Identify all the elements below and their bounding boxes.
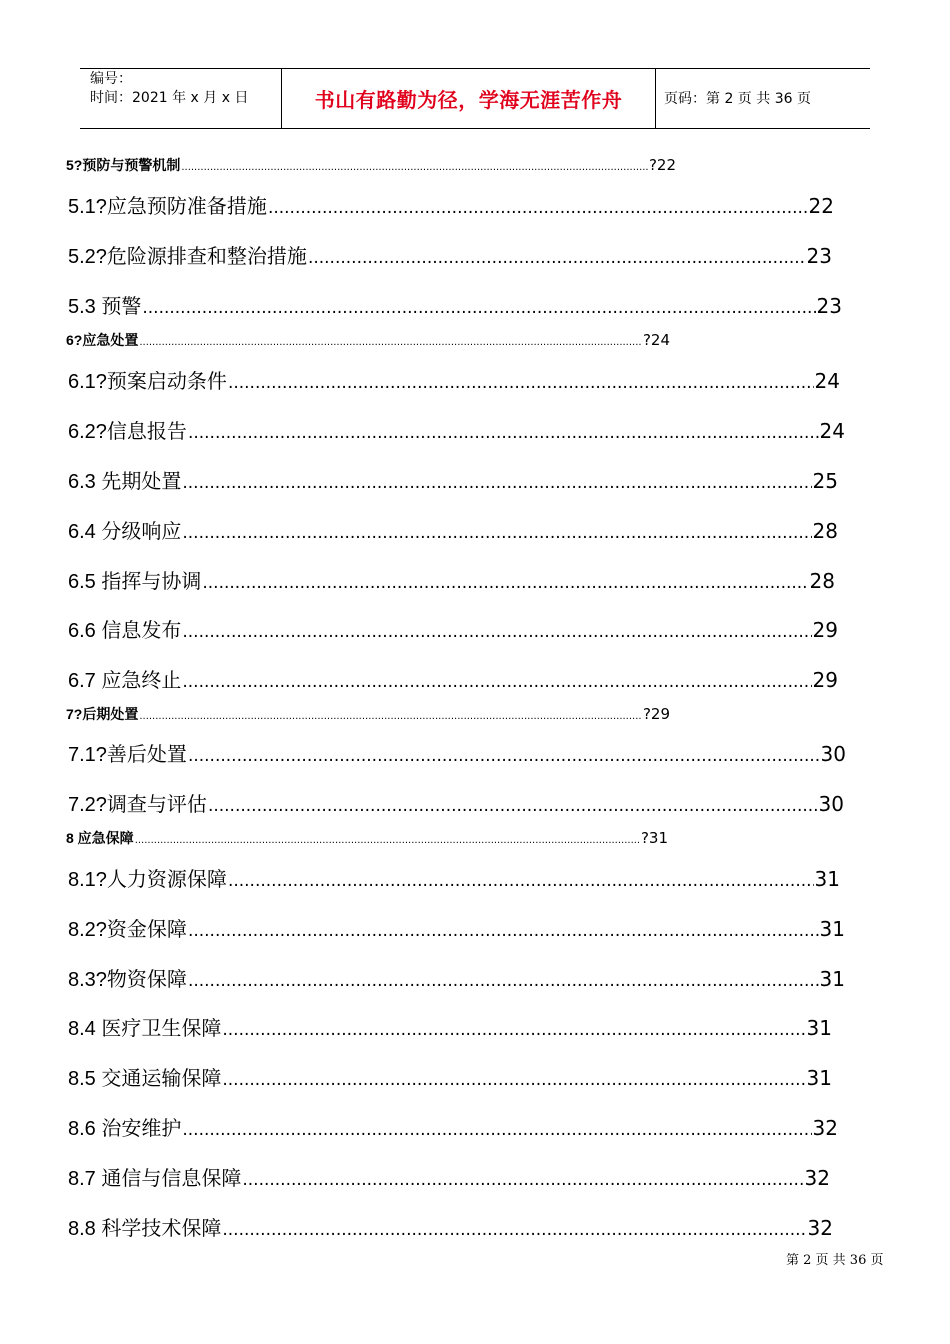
toc-entry-label: 8 应急保障	[66, 830, 134, 846]
toc-entry-label: 6.1?预案启动条件	[68, 371, 227, 393]
toc-entry-page: 30	[818, 792, 844, 816]
toc-entry[interactable]	[68, 1012, 832, 1042]
header-motto: 书山有路勤为径，学海无涯苦作舟	[314, 87, 623, 112]
toc-entry-page: ?29	[642, 705, 670, 723]
toc-dot-leader	[208, 796, 818, 816]
toc-entry[interactable]	[68, 465, 838, 495]
toc-dot-leader	[242, 1170, 803, 1190]
toc-entry-page: 32	[804, 1166, 830, 1190]
toc-entry-page: 23	[806, 244, 832, 268]
toc-dot-leader	[228, 373, 814, 393]
toc-entry-page: 25	[812, 469, 838, 493]
toc-dot-leader	[182, 523, 811, 543]
toc-dot-leader	[181, 162, 648, 173]
toc-entry-label: 5?预防与预警机制	[66, 157, 181, 173]
toc-dot-leader	[202, 573, 808, 593]
toc-entry-page: ?31	[640, 829, 668, 847]
toc-dot-leader	[222, 1220, 806, 1240]
toc-entry[interactable]	[68, 664, 838, 694]
toc-dot-leader	[222, 1070, 805, 1090]
toc-entry-label: 6.4 分级响应	[68, 521, 182, 543]
toc-entry-page: 22	[808, 194, 834, 218]
toc-entry-label: 8.6 治安维护	[68, 1118, 182, 1140]
toc-entry-label: 6.5 指挥与协调	[68, 571, 202, 593]
toc-entry-label: 8.2?资金保障	[68, 919, 187, 941]
toc-entry[interactable]	[68, 863, 840, 893]
toc-entry-page: 31	[819, 917, 845, 941]
toc-entry[interactable]	[68, 565, 835, 595]
toc-entry-page: ?24	[642, 331, 670, 349]
toc-entry-label: 6.2?信息报告	[68, 421, 187, 443]
toc-entry-page: 23	[816, 294, 842, 318]
toc-entry[interactable]	[68, 614, 838, 644]
toc-entry[interactable]	[68, 1162, 830, 1192]
toc-dot-leader	[308, 248, 806, 268]
toc-entry[interactable]	[66, 155, 676, 177]
toc-dot-leader	[139, 337, 642, 348]
toc-dot-leader	[188, 971, 819, 991]
toc-entry[interactable]	[68, 963, 845, 993]
toc-dot-leader	[188, 746, 820, 766]
toc-entry[interactable]	[66, 704, 670, 726]
toc-dot-leader	[182, 622, 811, 642]
toc-entry-page: 29	[812, 668, 838, 692]
toc-entry-page: ?22	[648, 156, 676, 174]
toc-entry-label: 7.1?善后处置	[68, 744, 187, 766]
toc-dot-leader	[222, 1020, 805, 1040]
toc-entry-label: 8.1?人力资源保障	[68, 869, 227, 891]
toc-dot-leader	[135, 835, 640, 846]
toc-entry-page: 32	[812, 1116, 838, 1140]
header-number-label: 编号：	[90, 71, 132, 87]
toc-entry-page: 31	[814, 867, 840, 891]
toc-entry-page: 24	[819, 419, 845, 443]
toc-dot-leader	[182, 1120, 811, 1140]
toc-entry[interactable]	[68, 1112, 838, 1142]
toc-dot-leader	[188, 921, 819, 941]
header-page-info: 页码：第 2 页 共 36 页	[664, 91, 811, 107]
toc-entry-label: 6.7 应急终止	[68, 670, 182, 692]
toc-entry-page: 30	[820, 742, 846, 766]
toc-entry-label: 6.6 信息发布	[68, 620, 182, 642]
toc-entry-page: 28	[812, 519, 838, 543]
toc-entry[interactable]	[68, 415, 845, 445]
header-time-label: 时间：2021 年 x 月 x 日	[90, 90, 249, 106]
toc-dot-leader	[182, 672, 811, 692]
toc-entry[interactable]	[68, 738, 846, 768]
toc-entry-label: 5.3 预警	[68, 296, 142, 318]
toc-entry-label: 7.2?调查与评估	[68, 794, 207, 816]
toc-entry[interactable]	[68, 290, 842, 320]
toc-entry[interactable]	[68, 788, 844, 818]
toc-entry-label: 8.3?物资保障	[68, 969, 187, 991]
toc-entry[interactable]	[68, 1062, 832, 1092]
toc-entry-page: 24	[814, 369, 840, 393]
toc-entry-label: 8.4 医疗卫生保障	[68, 1018, 222, 1040]
toc-entry-page: 32	[807, 1216, 833, 1240]
toc-dot-leader	[268, 198, 808, 218]
toc-entry-label: 6?应急处置	[66, 332, 139, 348]
toc-entry[interactable]	[66, 828, 668, 850]
toc-entry[interactable]	[68, 913, 845, 943]
toc-entry[interactable]	[68, 1212, 833, 1242]
toc-dot-leader	[188, 423, 819, 443]
toc-entry-page: 31	[806, 1066, 832, 1090]
toc-entry-label: 8.8 科学技术保障	[68, 1218, 222, 1240]
toc-entry-page: 31	[806, 1016, 832, 1040]
footer-page-number: 第 2 页 共 36 页	[786, 1253, 884, 1268]
toc-dot-leader	[182, 473, 811, 493]
toc-dot-leader	[142, 298, 815, 318]
toc-entry[interactable]	[68, 190, 834, 220]
toc-entry[interactable]	[68, 365, 840, 395]
toc-entry-label: 5.1?应急预防准备措施	[68, 196, 267, 218]
toc-entry-label: 8.5 交通运输保障	[68, 1068, 222, 1090]
toc-entry-label: 8.7 通信与信息保障	[68, 1168, 242, 1190]
toc-entry-label: 6.3 先期处置	[68, 471, 182, 493]
toc-entry-label: 5.2?危险源排查和整治措施	[68, 246, 307, 268]
toc-entry[interactable]	[68, 240, 832, 270]
toc-entry[interactable]	[66, 330, 670, 352]
toc-dot-leader	[228, 871, 814, 891]
toc-dot-leader	[139, 711, 642, 722]
toc-entry-label: 7?后期处置	[66, 706, 139, 722]
toc-entry-page: 28	[809, 569, 835, 593]
toc-entry[interactable]	[68, 515, 838, 545]
toc-entry-page: 31	[819, 967, 845, 991]
toc-entry-page: 29	[812, 618, 838, 642]
